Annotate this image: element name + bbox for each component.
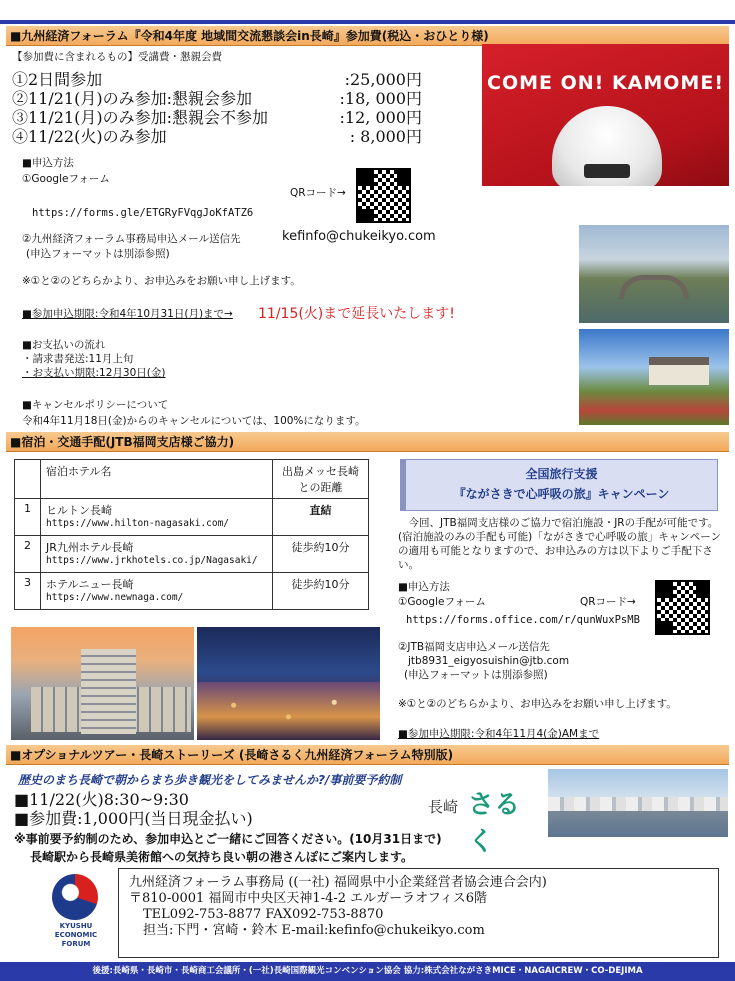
fee-price: : 8,000円 <box>349 127 422 146</box>
table-row <box>15 573 369 610</box>
campaign-line2: 『ながさきで心呼吸の旅』キャンペーン <box>453 487 670 501</box>
deadline-extension: 11/15(火)まで延長いたします! <box>258 306 455 322</box>
top-band <box>0 0 735 22</box>
payment-invoice: ・請求書発送:11月上旬 <box>22 353 134 365</box>
bridge-arch-icon <box>619 275 689 299</box>
mail-note: (申込フォーマットは別添参照) <box>26 248 170 260</box>
tower-icon <box>81 649 136 734</box>
megane-bridge-photo <box>579 225 729 323</box>
glover-garden-photo <box>579 329 729 425</box>
kef-logo-icon <box>52 874 98 920</box>
contact-line4: 担当:下門・宮崎・鈴木 E-mail:kefinfo@chukeikyo.com <box>143 923 485 938</box>
fee-label: ④11/22(火)のみ参加 <box>12 127 167 146</box>
section-hotel-heading: ■宿泊・交通手配(JTB福岡支店様ご協力) <box>6 432 729 452</box>
hotel-url-link[interactable]: https://www.hilton-nagasaki.com/ <box>46 518 230 529</box>
hotel-num: 3 <box>15 573 41 610</box>
train-grill-icon <box>584 164 630 178</box>
campaign-banner <box>400 459 718 511</box>
harbor-photo <box>548 769 728 837</box>
cancel-text: 令和4年11月18日(金)からのキャンセルについては、100%になります。 <box>22 415 366 427</box>
hotel-cell <box>41 573 273 610</box>
tour-fee: ■参加費:1,000円(当日現金払い) <box>14 809 253 828</box>
campaign-body: 今回、JTB福岡支店様のご協力で宿泊施設・JRの手配が可能です。(宿泊施設のみの手配も可能)「ながさきで心呼吸の旅」キャンペーンの適用も可能となりますので、お申込みの方は以下よりご手配下さい。 <box>398 517 721 571</box>
fee-label: ③11/21(月)のみ参加:懇親会不参加 <box>12 108 268 127</box>
jtb-either-note: ※①と②のどちらかより、お申込みをお願い申し上げます。 <box>398 698 677 710</box>
contact-line1: 九州経済フォーラム事務局 ((一社) 福岡県中小企業経営者協会連合会内) <box>129 875 547 890</box>
contact-line3: TEL092-753-8877 FAX092-753-8870 <box>143 907 384 922</box>
hotel-num: 2 <box>15 536 41 573</box>
table-header-row <box>15 460 369 499</box>
tour-time: ■11/22(火)8:30~9:30 <box>14 790 189 809</box>
sarukku-logo <box>428 780 538 857</box>
fee-row <box>12 70 422 89</box>
kamome-title: COME ON! KAMOME! <box>487 72 724 94</box>
fee-label: ①2日間参加 <box>12 70 103 89</box>
city-lights-icon <box>197 682 380 740</box>
hotel-cell <box>41 536 273 573</box>
payment-heading: ■お支払いの流れ <box>22 339 106 351</box>
tour-desc: 長崎駅から長崎県美術館への気持ち良い朝の港さんぽにご案内します。 <box>30 850 414 864</box>
contact-box <box>118 868 719 958</box>
jtb-deadline: ■参加申込期限:令和4年11月4(金)AMまで <box>398 728 600 740</box>
qr-code-forum[interactable] <box>356 168 411 223</box>
hotel-name: JR九州ホテル長崎 <box>46 541 134 554</box>
tour-catch: 歴史のまち長崎で朝からまち歩き観光をしてみませんか?/事前要予約制 <box>18 773 402 787</box>
contact-line2: 〒810-0001 福岡市中央区天神1-4-2 エルガーラオフィス6階 <box>129 891 487 906</box>
hotel-name: ホテルニュー長崎 <box>46 578 134 591</box>
kef-logo <box>42 874 110 954</box>
hotel-num: 1 <box>15 499 41 536</box>
payment-due: ・お支払い期限:12月30日(金) <box>22 367 166 379</box>
google-form-label: ①Googleフォーム <box>22 173 110 185</box>
fee-price: :12, 000円 <box>339 108 422 127</box>
deadline-label: ■参加申込期限:令和4年10月31日(月)まで→ <box>22 308 233 320</box>
hotel-url-link[interactable]: https://www.jrkhotels.co.jp/Nagasaki/ <box>46 555 258 566</box>
fee-row <box>12 127 422 146</box>
hotel-name: ヒルトン長崎 <box>46 504 112 517</box>
tour-note: ※事前要予約制のため、参加申込とご一緒にご回答ください。(10月31日まで) <box>14 832 442 846</box>
kamome-train-photo <box>482 44 729 186</box>
table-header-distance: 出島メッセ長崎との距離 <box>273 460 369 499</box>
mail-address-link[interactable]: kefinfo@chukeikyo.com <box>282 229 436 244</box>
table-row <box>15 499 369 536</box>
mail-method: ②九州経済フォーラム事務局申込メール送信先 <box>22 233 241 245</box>
hotel-photo <box>11 627 194 740</box>
jtb-mail-note: (申込フォーマットは別添参照) <box>404 669 548 681</box>
fee-includes: 【参加費に含まれるもの】受講費・懇親会費 <box>12 51 222 63</box>
section-fees-heading: ■九州経済フォーラム『令和4年度 地域間交流懇談会in長崎』参加費(税込・おひとり様) <box>6 26 729 46</box>
jtb-qr-label: QRコード→ <box>580 596 636 608</box>
brand-saruku: さるく <box>468 790 521 857</box>
cancel-heading: ■キャンセルポリシーについて <box>22 399 169 411</box>
section-tour-heading: ■オプショナルツアー・長崎ストーリーズ (長崎さるく九州経済フォーラム特別版) <box>6 745 729 765</box>
hotel-url-link[interactable]: https://www.newnaga.com/ <box>46 592 184 603</box>
apply-heading: ■申込方法 <box>22 157 74 169</box>
jtb-google-form-label: ①Googleフォーム <box>398 596 486 608</box>
jtb-form-url-link[interactable]: https://forms.office.com/r/qunWuxPsMB <box>406 614 640 626</box>
form-url-link[interactable]: https://forms.gle/ETGRyFVqgJoKfATZ6 <box>32 207 254 219</box>
jtb-apply-heading: ■申込方法 <box>398 581 450 593</box>
jtb-mail-link[interactable]: jtb8931_eigyosuishin@jtb.com <box>408 655 570 667</box>
jtb-mail-method: ②JTB福岡支店申込メール送信先 <box>398 641 550 653</box>
fee-price: :25,000円 <box>344 70 422 89</box>
waterfront-icon <box>548 797 728 811</box>
kef-logo-text: KYUSHU ECONOMIC FORUM <box>54 922 98 948</box>
fee-label: ②11/21(月)のみ参加:懇親会参加 <box>12 89 252 108</box>
qr-label: QRコード→ <box>290 187 346 199</box>
top-rule <box>0 20 735 24</box>
fee-row <box>12 89 422 108</box>
brand-nagasaki: 長崎 <box>428 798 459 816</box>
either-note: ※①と②のどちらかより、お申込みをお願い申し上げます。 <box>22 275 301 287</box>
campaign-line1: 全国旅行支援 <box>525 467 598 481</box>
fee-price: :18, 000円 <box>339 89 422 108</box>
hotel-table <box>14 459 369 610</box>
hotel-cell <box>41 499 273 536</box>
qr-code-jtb[interactable] <box>655 580 710 635</box>
table-header-num <box>15 460 41 499</box>
table-row <box>15 536 369 573</box>
hotel-distance: 直結 <box>273 499 369 536</box>
sponsor-bar: 後援:長崎県・長崎市・長崎商工会議所・(一社)長崎国際観光コンベンション協会 協力:株式会社ながさきMICE・NAGAICREW・CO-DEJIMA <box>0 962 735 981</box>
hotel-distance: 徒歩約10分 <box>273 573 369 610</box>
fee-list <box>12 70 472 146</box>
table-header-hotel: 宿泊ホテル名 <box>41 460 273 499</box>
hotel-distance: 徒歩約10分 <box>273 536 369 573</box>
house-icon <box>649 357 709 385</box>
fee-row <box>12 108 422 127</box>
night-view-photo <box>197 627 380 740</box>
